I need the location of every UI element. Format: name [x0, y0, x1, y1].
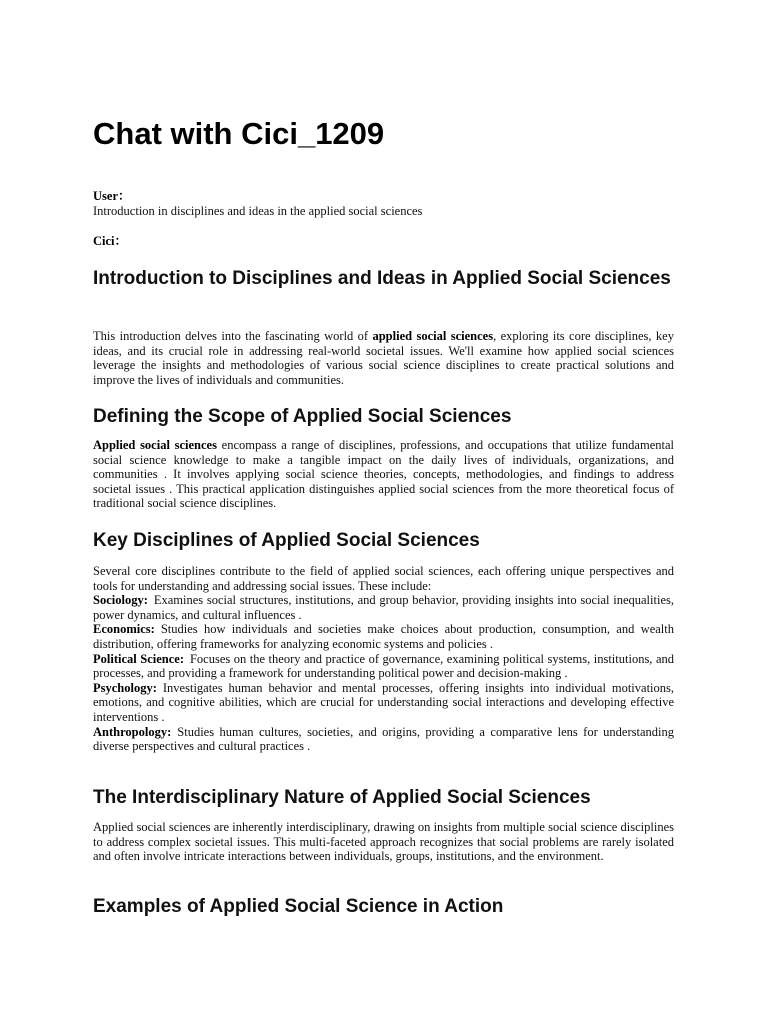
- discipline-item: [93, 652, 674, 681]
- scope-bold-term: Applied social sciences: [93, 438, 217, 452]
- heading-introduction: Introduction to Disciplines and Ideas in Applied Social Sciences: [93, 268, 671, 289]
- paragraph-introduction: [93, 329, 674, 387]
- assistant-label: Cici：: [93, 234, 128, 248]
- key-disciplines-intro: Several core disciplines contribute to the field of applied social sciences, each offering unique perspectives and tools for understanding and addressing social issues. These include:: [93, 564, 674, 593]
- discipline-description: Examines social structures, institutions, and group behavior, providing insights into social inequalities, power dynamics, and cultural influences .: [93, 593, 674, 622]
- discipline-name: Anthropology:: [93, 724, 172, 739]
- discipline-name: Political Science:: [93, 651, 184, 666]
- user-label: User：: [93, 189, 131, 203]
- heading-key-disciplines: Key Disciplines of Applied Social Sciences: [93, 530, 480, 551]
- discipline-description: Focuses on the theory and practice of governance, examining political systems, institutions, and processes, and providing a framework for understanding political power and decision-making .: [93, 651, 674, 681]
- discipline-name: Sociology:: [93, 593, 148, 608]
- disciplines-section: [93, 564, 674, 754]
- discipline-item: [93, 622, 674, 651]
- discipline-item: [93, 593, 674, 622]
- discipline-description: Investigates human behavior and mental processes, offering insights into individual motivations, emotions, and cognitive abilities, which are crucial for understanding social interactions and developing effective interventions .: [93, 680, 674, 724]
- discipline-description: Studies how individuals and societies make choices about production, consumption, and wealth distribution, offering frameworks for analyzing economic systems and policies .: [93, 622, 674, 651]
- discipline-description: Studies human cultures, societies, and origins, providing a comparative lens for understanding diverse perspectives and cultural practices .: [93, 724, 674, 754]
- user-message: Introduction in disciplines and ideas in the applied social sciences: [93, 204, 423, 218]
- discipline-name: Psychology:: [93, 680, 157, 695]
- intro-text-start: This introduction delves into the fascinating world of: [93, 329, 373, 343]
- paragraph-interdisciplinary: Applied social sciences are inherently interdisciplinary, drawing on insights from multiple social science disciplines to address complex societal issues. This multi-faceted approach recognizes that social problems are rarely isolated and often involve intricate interactions between individuals, groups, institutions, and the environment.: [93, 820, 674, 864]
- heading-interdisciplinary: The Interdisciplinary Nature of Applied Social Sciences: [93, 787, 591, 808]
- intro-bold-term: applied social sciences: [372, 329, 494, 343]
- heading-examples: Examples of Applied Social Science in Action: [93, 896, 504, 917]
- scope-text: encompass a range of disciplines, professions, and occupations that utilize fundamental social science knowledge to make a tangible impact on the daily lives of individuals, organizations, and communities . It involves applying social science theories, concepts, methodologies, and findings to address societal issues . This practical application distinguishes applied social sciences from the more theoretical focus of traditional social science disciplines.: [93, 438, 674, 511]
- heading-scope: Defining the Scope of Applied Social Sciences: [93, 406, 512, 427]
- paragraph-scope: [93, 438, 674, 511]
- intro-text-end: , exploring its core disciplines, key ideas, and its crucial role in addressing real-world societal issues. We'll examine how applied social sciences leverage the insights and methodologies of various social science disciplines to create practical solutions and improve the lives of individuals and communities.: [93, 329, 674, 387]
- discipline-name: Economics:: [93, 622, 155, 637]
- page-title: Chat with Cici_1209: [93, 116, 385, 151]
- discipline-item: [93, 681, 674, 725]
- discipline-item: [93, 725, 674, 754]
